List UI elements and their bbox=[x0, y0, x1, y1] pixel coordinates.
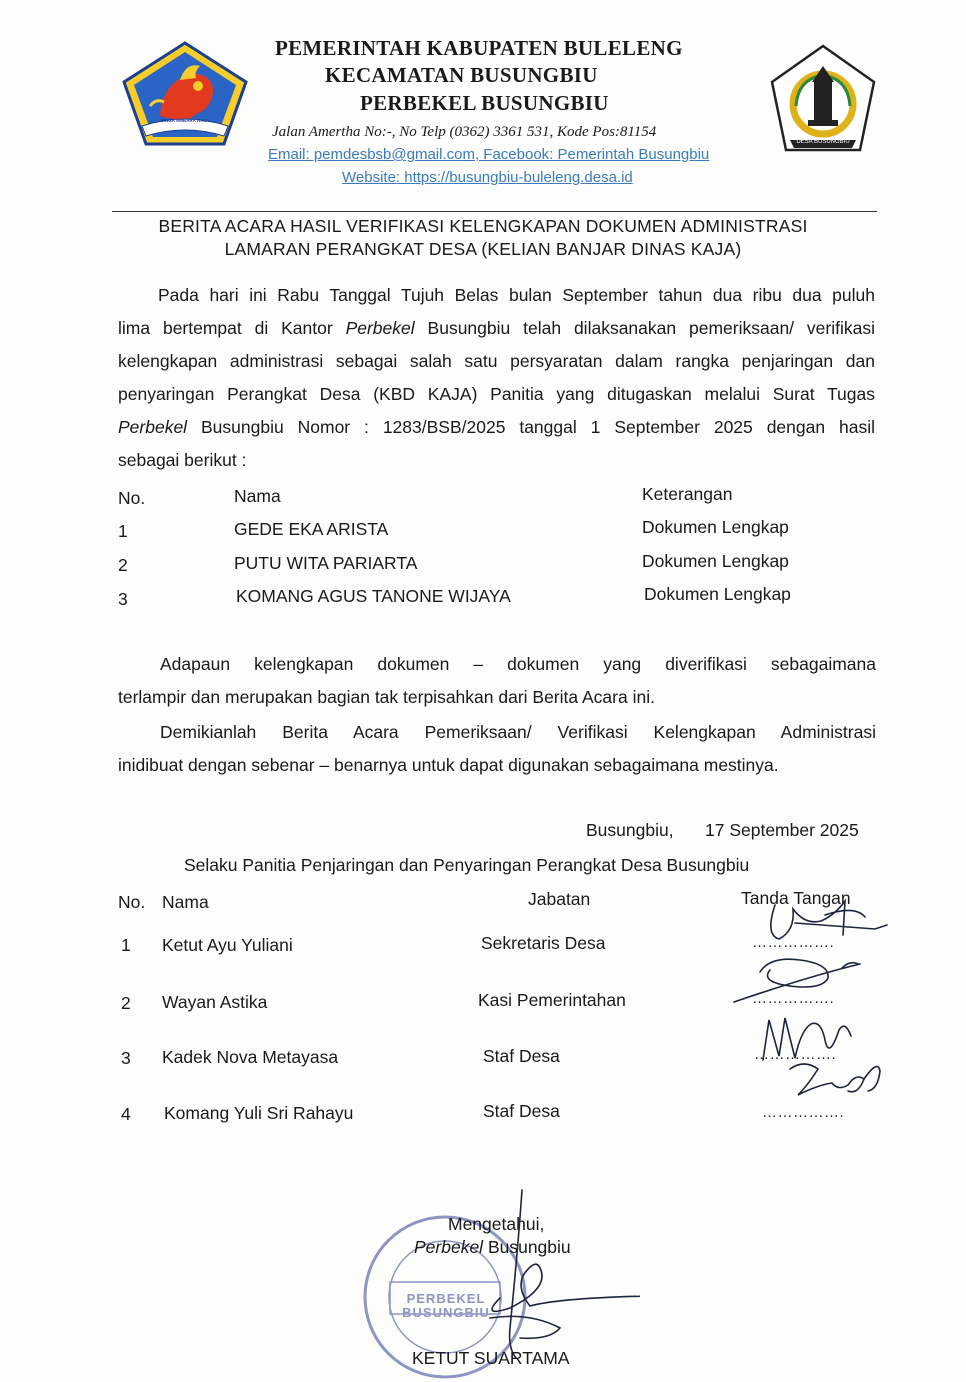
member-position: Staf Desa bbox=[483, 1046, 560, 1066]
closing-paragraph bbox=[118, 716, 876, 782]
signature-line: ……………. bbox=[752, 990, 835, 1007]
member-position: Kasi Pemerintahan bbox=[478, 990, 626, 1010]
header-website-link[interactable]: Website: https://busungbiu-buleleng.desa.id bbox=[342, 169, 633, 186]
applicant-name: KOMANG AGUS TANONE WIJAYA bbox=[236, 586, 511, 606]
right-logo-text: DESA BUSUNGBIU bbox=[796, 139, 850, 145]
committee-heading: Selaku Panitia Penjaringan dan Penyaringan Perangkat Desa Busungbiu bbox=[184, 855, 750, 875]
applicant-name: PUTU WITA PARIARTA bbox=[234, 553, 418, 573]
intro-line: kelengkapan administrasi sebagai salah satu persyaratan dalam rangka penjaringan dan bbox=[118, 351, 875, 371]
applicant-no: 3 bbox=[118, 589, 128, 609]
approval-role: Perbekel Busungbiu bbox=[414, 1237, 571, 1257]
paragraph-line: Adapaun kelengkapan dokumen – dokumen yang diverifikasi sebagaimana bbox=[160, 654, 876, 674]
intro-line: Perbekel Busungbiu Nomor : 1283/BSB/2025 tanggal 1 September 2025 dengan hasil bbox=[118, 417, 875, 437]
member-no: 2 bbox=[121, 993, 131, 1013]
approval-label: Mengetahui, bbox=[448, 1214, 545, 1234]
member-position: Sekretaris Desa bbox=[481, 933, 606, 953]
applicant-name: GEDE EKA ARISTA bbox=[234, 519, 389, 539]
approver-signature bbox=[440, 1188, 640, 1368]
signature-2 bbox=[730, 950, 890, 1010]
committee-header-no: No. bbox=[118, 892, 146, 912]
member-name: Ketut Ayu Yuliani bbox=[162, 935, 293, 955]
signature-1 bbox=[735, 895, 895, 955]
paragraph-line: terlampir dan merupakan bagian tak terpisahkan dari Berita Acara ini. bbox=[118, 687, 655, 707]
intro-line: lima bertempat di Kantor Perbekel Busungbiu telah dilaksanakan pemeriksaan/ verifikasi bbox=[118, 318, 875, 338]
applicant-no: 1 bbox=[118, 521, 128, 541]
committee-header-signature: Tanda Tangan bbox=[741, 888, 851, 908]
paragraph-line: Demikianlah Berita Acara Pemeriksaan/ Verifikasi Kelengkapan Administrasi bbox=[160, 722, 876, 742]
stamp-text: PERBEKEL BUSUNGBIU bbox=[402, 1291, 490, 1320]
applicant-note: Dokumen Lengkap bbox=[642, 517, 789, 537]
paragraph-line: inidibuat dengan sebenar – benarnya untuk dapat digunakan sebagaimana mestinya. bbox=[118, 755, 779, 775]
signature-line: ……………. bbox=[754, 1046, 837, 1063]
applicant-note: Dokumen Lengkap bbox=[644, 584, 791, 604]
member-no: 1 bbox=[121, 935, 131, 955]
applicant-no: 2 bbox=[118, 555, 128, 575]
signature-line: ……………. bbox=[762, 1104, 845, 1121]
applicants-header-name: Nama bbox=[234, 486, 281, 506]
intro-paragraph bbox=[118, 279, 875, 477]
approver-name: KETUT SUARTAMA bbox=[412, 1348, 570, 1368]
member-position: Staf Desa bbox=[483, 1101, 560, 1121]
intro-line: penyaringan Perangkat Desa (KBD KAJA) Panitia yang ditugaskan melalui Surat Tugas bbox=[118, 384, 875, 404]
member-name: Wayan Astika bbox=[162, 992, 268, 1012]
applicant-note: Dokumen Lengkap bbox=[642, 551, 789, 571]
document-title-line-2: LAMARAN PERANGKAT DESA (KELIAN BANJAR DINAS KAJA) bbox=[224, 239, 742, 259]
desa-busungbiu-logo bbox=[768, 44, 878, 156]
member-no: 4 bbox=[121, 1104, 131, 1124]
place: Busungbiu, bbox=[586, 820, 674, 840]
header-line-3: PERBEKEL BUSUNGBIU bbox=[360, 91, 609, 115]
header-line-1: PEMERINTAH KABUPATEN BULELENG bbox=[275, 36, 683, 60]
document-title-line-1: BERITA ACARA HASIL VERIFIKASI KELENGKAPAN DOKUMEN ADMINISTRASI bbox=[158, 216, 808, 236]
applicants-header-no: No. bbox=[118, 488, 146, 508]
intro-line: sebagai berikut : bbox=[118, 450, 247, 470]
intro-line: Pada hari ini Rabu Tanggal Tujuh Belas bulan September tahun dua ribu dua puluh bbox=[158, 285, 875, 305]
documents-paragraph bbox=[118, 648, 876, 714]
member-name: Komang Yuli Sri Rahayu bbox=[164, 1103, 354, 1123]
signature-line: ……………. bbox=[752, 934, 835, 951]
header-divider bbox=[112, 211, 877, 212]
signature-4 bbox=[778, 1055, 888, 1115]
header-line-2: KECAMATAN BUSUNGBIU bbox=[325, 63, 598, 87]
member-no: 3 bbox=[121, 1048, 131, 1068]
date: 17 September 2025 bbox=[705, 820, 859, 840]
left-logo-text: SINGA AMBARA RAJA bbox=[160, 118, 210, 123]
committee-header-position: Jabatan bbox=[528, 889, 591, 909]
applicants-header-note: Keterangan bbox=[642, 484, 733, 504]
member-name: Kadek Nova Metayasa bbox=[162, 1047, 339, 1067]
header-email-link[interactable]: Email: pemdesbsb@gmail.com, Facebook: Pemerintah Busungbiu bbox=[268, 146, 710, 163]
committee-header-name: Nama bbox=[162, 892, 209, 912]
buleleng-logo bbox=[120, 40, 250, 148]
header-address: Jalan Amertha No:-, No Telp (0362) 3361 531, Kode Pos:81154 bbox=[272, 124, 657, 140]
